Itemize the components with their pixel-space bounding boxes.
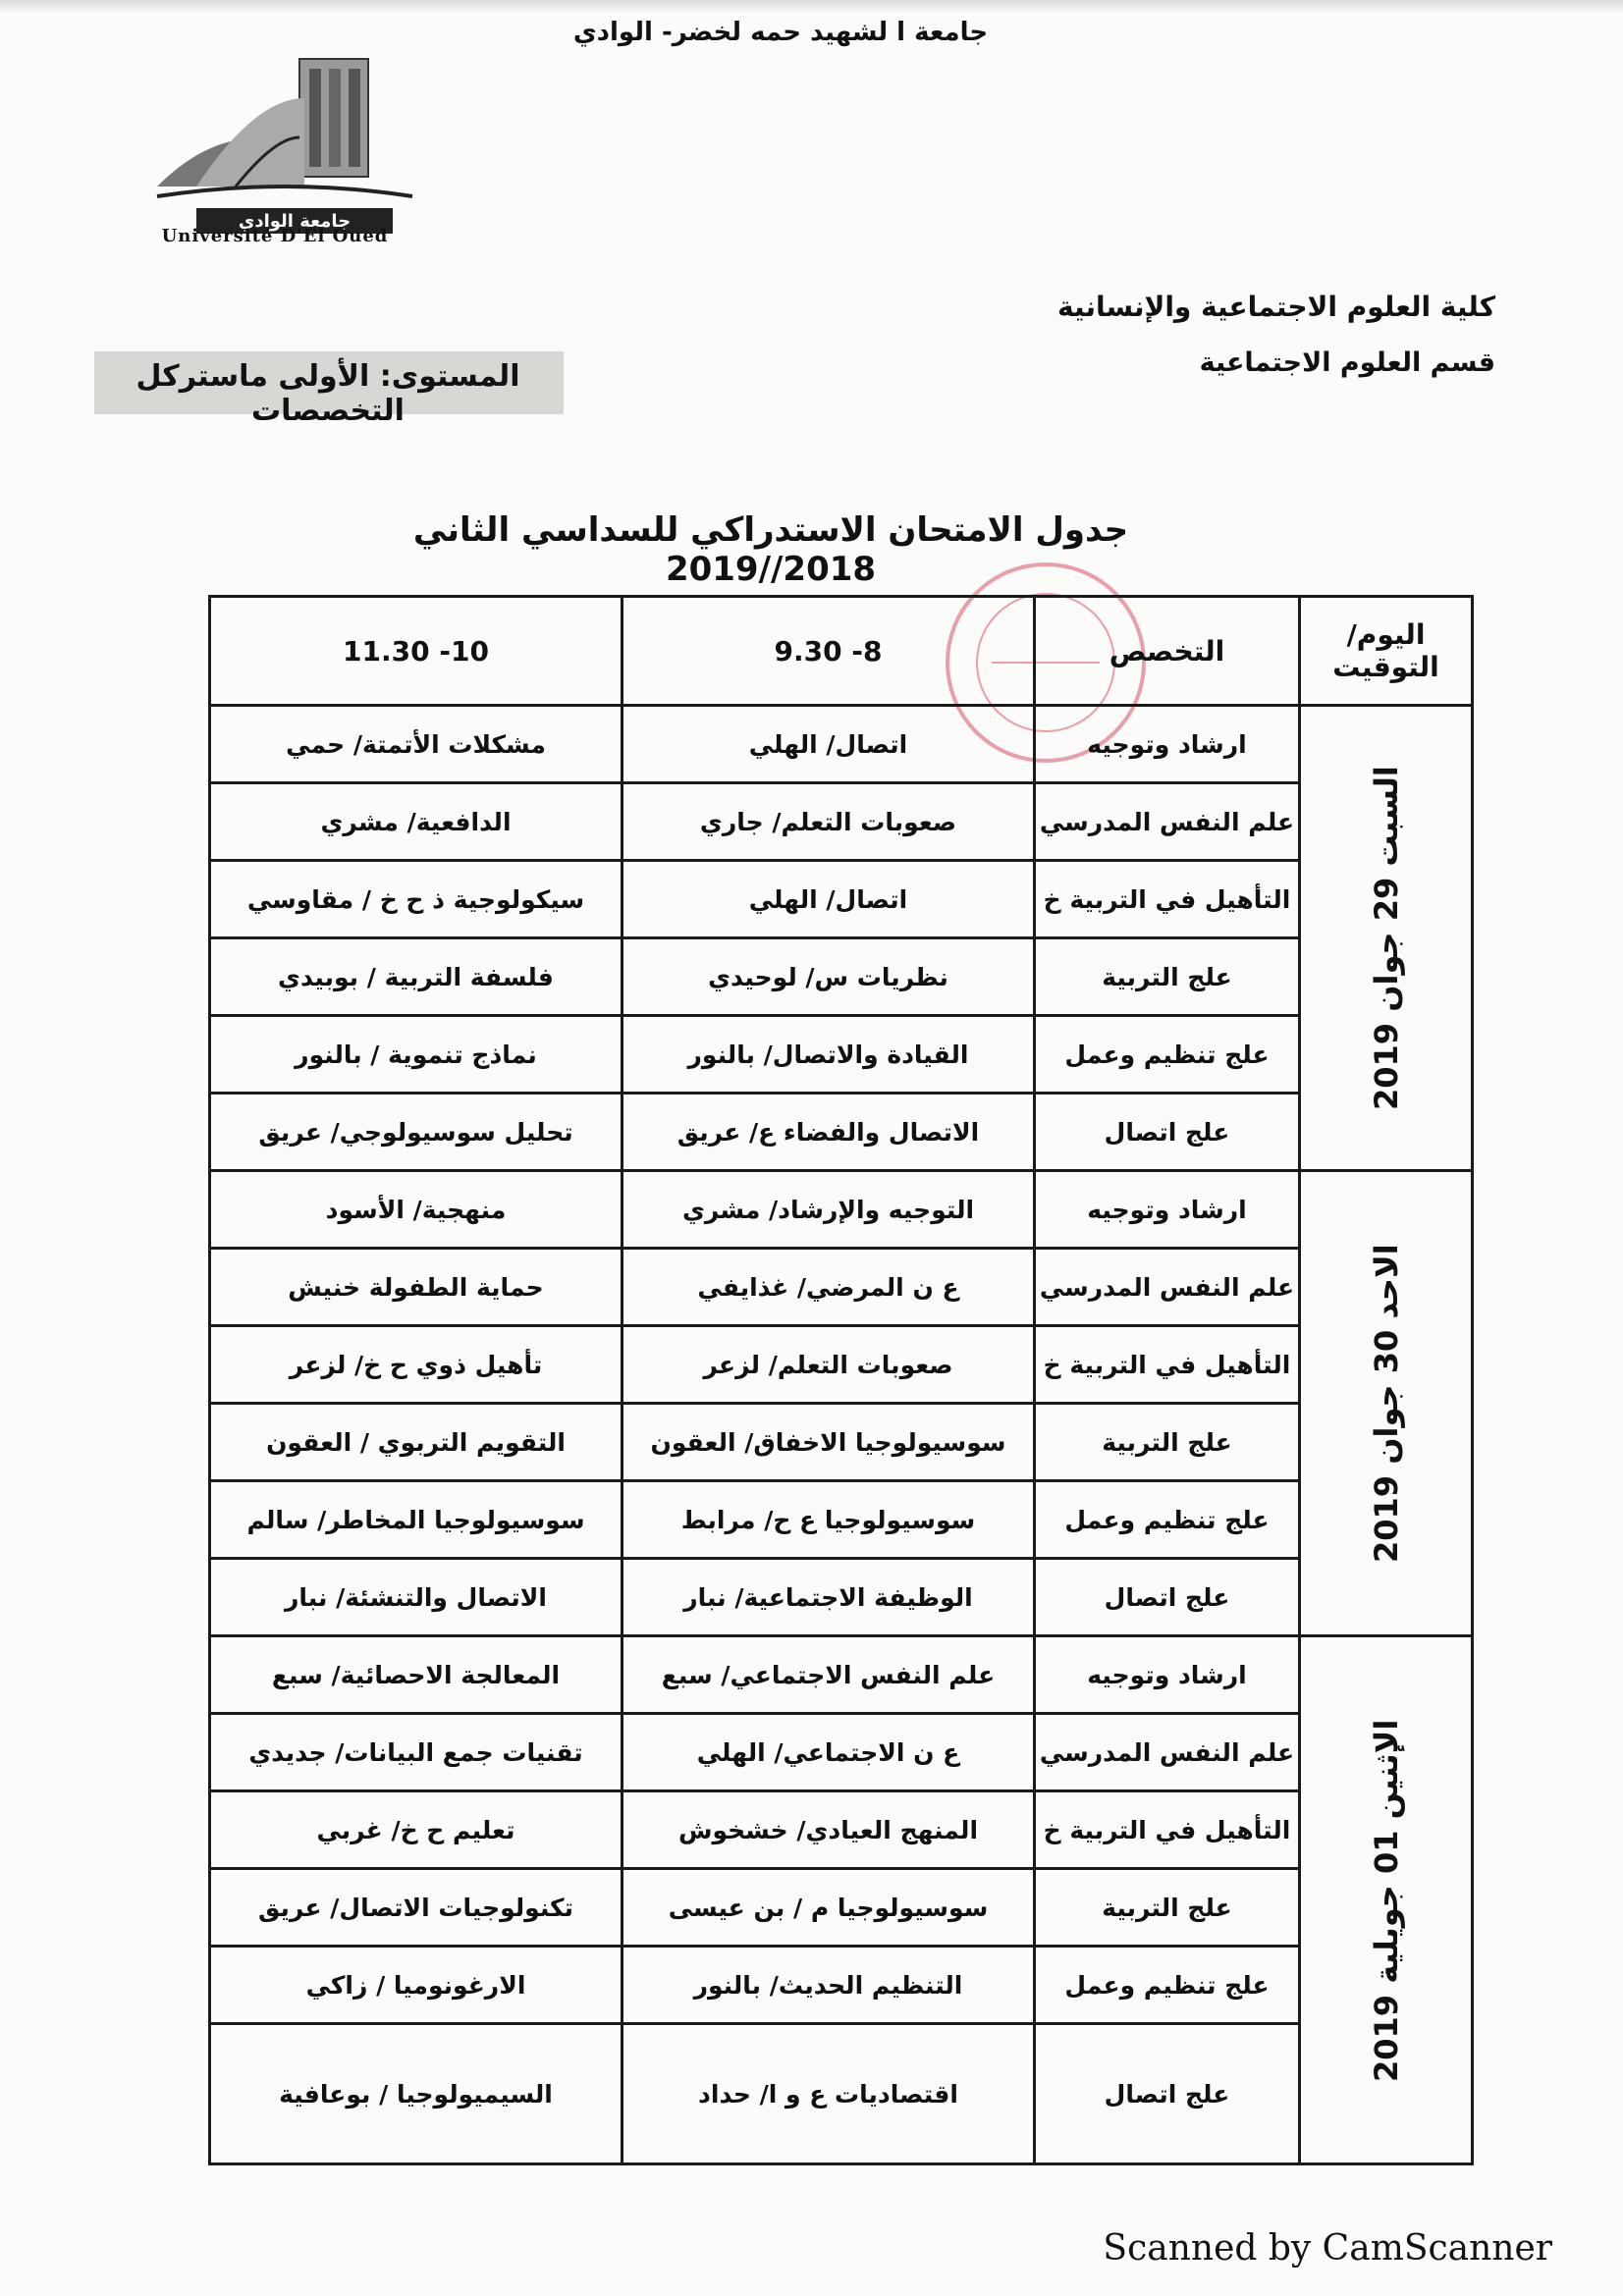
header-slot-1: 8- 9.30 — [622, 597, 1035, 706]
logo-caption: Université D'El Oued — [161, 226, 389, 246]
exam-slot-1: اتصال/ الهلي — [622, 861, 1035, 938]
exam-slot-1: الوظيفة الاجتماعية/ نبار — [622, 1559, 1035, 1636]
day-saturday: السبت 29 جوان 2019 — [1300, 706, 1473, 1171]
scanner-watermark: Scanned by CamScanner — [1103, 2228, 1552, 2269]
exam-slot-2: تقنيات جمع البيانات/ جديدي — [210, 1714, 622, 1791]
specialty-cell: علج اتصال — [1035, 1094, 1300, 1171]
exam-slot-2: فلسفة التربية / بوبيدي — [210, 938, 622, 1016]
exam-slot-2: حماية الطفولة خنيش — [210, 1249, 622, 1326]
table-row — [210, 1791, 1473, 1869]
exam-slot-2: التقويم التربوي / العقون — [210, 1404, 622, 1481]
exam-slot-2: المعالجة الاحصائية/ سبع — [210, 1636, 622, 1714]
specialty-cell: التأهيل في التربية خ — [1035, 861, 1300, 938]
exam-slot-2: تعليم ح خ/ غربي — [210, 1791, 622, 1869]
university-name: جامعة ا لشهيد حمه لخضر- الوادي — [572, 18, 989, 47]
exam-slot-2: منهجية/ الأسود — [210, 1171, 622, 1249]
specialty-cell: ارشاد وتوجيه — [1035, 1171, 1300, 1249]
table-row — [210, 1404, 1473, 1481]
specialty-cell: علج التربية — [1035, 938, 1300, 1016]
exam-slot-1: سوسيولوجيا الاخفاق/ العقون — [622, 1404, 1035, 1481]
table-row — [210, 1636, 1473, 1714]
schedule-title: جدول الامتحان الاستدراكي للسداسي الثاني 2018//2019 — [412, 510, 1129, 589]
level-label: المستوى: الأولى ماستركل التخصصات — [135, 359, 520, 428]
exam-slot-1: ع ن الاجتماعي/ الهلي — [622, 1714, 1035, 1791]
exam-slot-2: سيكولوجية ذ ح خ / مقاوسي — [210, 861, 622, 938]
exam-slot-2: الدافعية/ مشري — [210, 783, 622, 861]
exam-slot-1: اتصال/ الهلي — [622, 706, 1035, 783]
day-sunday: الاحد 30 جوان 2019 — [1300, 1171, 1473, 1636]
specialty-cell: علج التربية — [1035, 1869, 1300, 1947]
specialty-cell: علج تنظيم وعمل — [1035, 1016, 1300, 1094]
header-specialty: التخصص — [1035, 597, 1300, 706]
exam-slot-1: صعوبات التعلم/ جاري — [622, 783, 1035, 861]
exam-slot-1: ع ن المرضي/ غذايفي — [622, 1249, 1035, 1326]
exam-slot-2: السيميولوجيا / بوعافية — [210, 2024, 622, 2164]
specialty-cell: علم النفس المدرسي — [1035, 1249, 1300, 1326]
faculty-name: كلية العلوم الاجتماعية والإنسانية — [1057, 291, 1495, 323]
header-slot-2: 10- 11.30 — [210, 597, 622, 706]
exam-slot-1: صعوبات التعلم/ لزعر — [622, 1326, 1035, 1404]
exam-slot-1: الاتصال والفضاء ع/ عريق — [622, 1094, 1035, 1171]
specialty-cell: علج تنظيم وعمل — [1035, 1947, 1300, 2024]
day-monday: الإثنين 01 جويلية 2019 — [1300, 1636, 1473, 2164]
exam-slot-2: تحليل سوسيولوجي/ عريق — [210, 1094, 622, 1171]
specialty-cell: علج تنظيم وعمل — [1035, 1481, 1300, 1559]
exam-slot-1: التوجيه والإرشاد/ مشري — [622, 1171, 1035, 1249]
table-row — [210, 1559, 1473, 1636]
exam-slot-2: نماذج تنموية / بالنور — [210, 1016, 622, 1094]
specialty-cell: علج اتصال — [1035, 2024, 1300, 2164]
table-row — [210, 938, 1473, 1016]
specialty-cell: علج التربية — [1035, 1404, 1300, 1481]
exam-slot-2: سوسيولوجيا المخاطر/ سالم — [210, 1481, 622, 1559]
specialty-cell: ارشاد وتوجيه — [1035, 706, 1300, 783]
table-row — [210, 783, 1473, 861]
exam-slot-2: تكنولوجيات الاتصال/ عريق — [210, 1869, 622, 1947]
table-row — [210, 861, 1473, 938]
exam-slot-1: علم النفس الاجتماعي/ سبع — [622, 1636, 1035, 1714]
specialty-cell: ارشاد وتوجيه — [1035, 1636, 1300, 1714]
exam-slot-2: مشكلات الأتمتة/ حمي — [210, 706, 622, 783]
exam-slot-1: التنظيم الحديث/ بالنور — [622, 1947, 1035, 2024]
table-row — [210, 1481, 1473, 1559]
table-row — [210, 1249, 1473, 1326]
header-day-time: اليوم/ التوقيت — [1300, 597, 1473, 706]
scan-edge — [0, 0, 1623, 14]
specialty-cell: علم النفس المدرسي — [1035, 1714, 1300, 1791]
exam-slot-2: الاتصال والتنشئة/ نبار — [210, 1559, 622, 1636]
exam-slot-2: تأهيل ذوي ح خ/ لزعر — [210, 1326, 622, 1404]
exam-schedule-table — [208, 595, 1474, 2165]
specialty-cell: علج اتصال — [1035, 1559, 1300, 1636]
table-row — [210, 1016, 1473, 1094]
exam-slot-1: سوسيولوجيا م / بن عيسى — [622, 1869, 1035, 1947]
table-row — [210, 1869, 1473, 1947]
university-logo — [137, 39, 432, 255]
specialty-cell: التأهيل في التربية خ — [1035, 1326, 1300, 1404]
exam-slot-1: نظريات س/ لوحيدي — [622, 938, 1035, 1016]
table-row — [210, 1947, 1473, 2024]
table-header-row — [210, 597, 1473, 706]
table-row — [210, 2024, 1473, 2164]
table-row — [210, 1714, 1473, 1791]
exam-slot-1: المنهج العيادي/ خشخوش — [622, 1791, 1035, 1869]
specialty-cell: التأهيل في التربية خ — [1035, 1791, 1300, 1869]
logo-arabic-text: جامعة الوادي — [238, 211, 352, 232]
specialty-cell: علم النفس المدرسي — [1035, 783, 1300, 861]
exam-slot-2: الارغونوميا / زاكي — [210, 1947, 622, 2024]
table-row — [210, 1326, 1473, 1404]
table-row — [210, 1171, 1473, 1249]
department-name: قسم العلوم الاجتماعية — [1199, 347, 1495, 378]
exam-slot-1: سوسيولوجيا ع ح/ مرابط — [622, 1481, 1035, 1559]
exam-slot-1: القيادة والاتصال/ بالنور — [622, 1016, 1035, 1094]
table-row — [210, 706, 1473, 783]
exam-slot-1: اقتصاديات ع و ا/ حداد — [622, 2024, 1035, 2164]
table-row — [210, 1094, 1473, 1171]
